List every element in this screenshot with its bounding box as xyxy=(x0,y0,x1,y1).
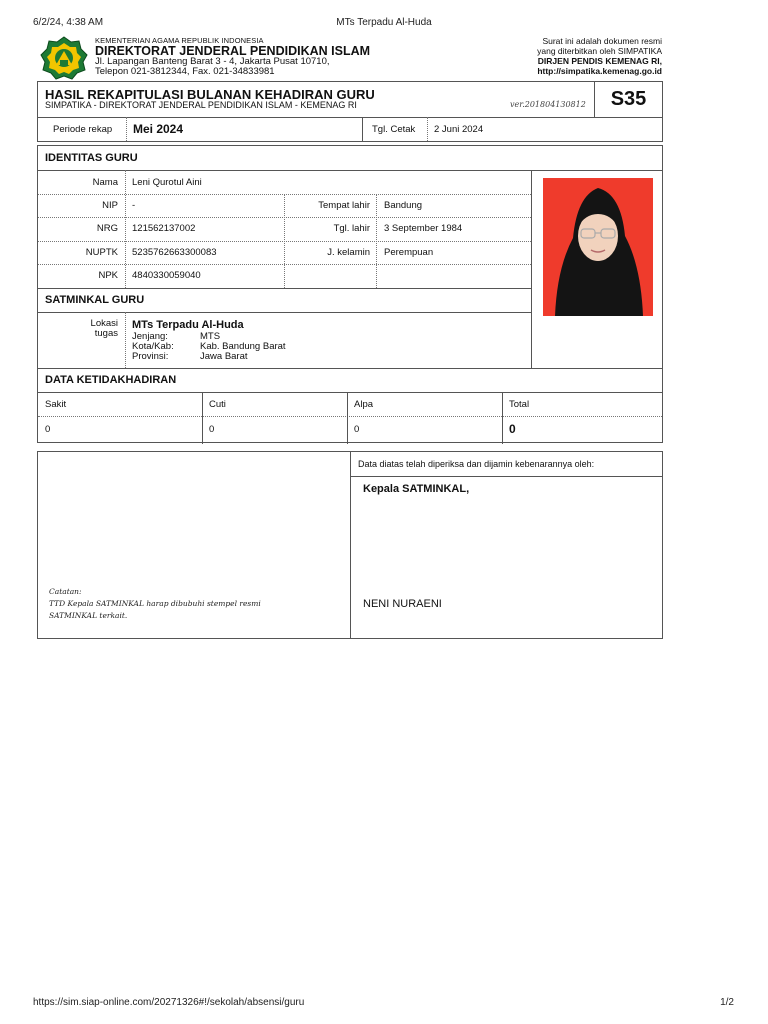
print-page-number: 1/2 xyxy=(720,997,734,1008)
report-version: ver.201804130812 xyxy=(510,100,586,109)
print-datetime: 6/2/24, 4:38 AM xyxy=(33,17,104,28)
jenis-kelamin-label: J. kelamin xyxy=(327,247,370,258)
report-subtitle: SIMPATIKA - DIREKTORAT JENDERAL PENDIDIKAN ISLAM - KEMENAG RI xyxy=(45,100,357,110)
sakit-value: 0 xyxy=(45,424,51,435)
catatan-note xyxy=(49,586,261,622)
verified-text: Data diatas telah diperiksa dan dijamin kebenarannya oleh: xyxy=(358,459,595,469)
kota-label: Kota/Kab: xyxy=(132,341,174,352)
periode-value: Mei 2024 xyxy=(133,122,184,136)
periode-label: Periode rekap xyxy=(53,123,113,135)
official-line-1: Surat ini adalah dokumen resmi xyxy=(542,36,662,46)
nrg-label: NRG xyxy=(96,223,118,234)
alpa-label: Alpa xyxy=(354,399,374,410)
lokasi-label-2: tugas xyxy=(94,328,118,339)
nuptk-label: NUPTK xyxy=(85,247,118,258)
identitas-heading: IDENTITAS GURU xyxy=(45,152,138,164)
satminkal-heading: SATMINKAL GURU xyxy=(45,294,145,306)
lokasi-label xyxy=(38,319,118,339)
tempat-lahir-value: Bandung xyxy=(384,200,423,211)
official-line-3: DIRJEN PENDIS KEMENAG RI, xyxy=(537,56,662,66)
tgl-lahir-label: Tgl. lahir xyxy=(333,223,370,234)
official-notice xyxy=(537,36,662,76)
print-url: https://sim.siap-online.com/20271326#!/sekolah/absensi/guru xyxy=(33,997,305,1008)
report-title-box xyxy=(37,81,663,118)
cuti-value: 0 xyxy=(209,424,215,435)
cetak-label: Tgl. Cetak xyxy=(372,123,416,135)
school-details xyxy=(132,332,286,362)
nip-value: - xyxy=(132,200,136,211)
nama-label: Nama xyxy=(92,177,118,188)
ministry-name: KEMENTERIAN AGAMA REPUBLIK INDONESIA xyxy=(95,36,264,45)
npk-label: NPK xyxy=(98,270,118,281)
kemenag-logo-icon xyxy=(40,36,88,80)
cetak-value: 2 Juni 2024 xyxy=(434,123,484,135)
nuptk-value: 5235762663300083 xyxy=(132,247,217,258)
official-line-2: yang diterbitkan oleh SIMPATIKA xyxy=(537,46,662,56)
report-title: HASIL REKAPITULASI BULANAN KEHADIRAN GURU xyxy=(45,87,375,102)
tgl-lahir-value: 3 September 1984 xyxy=(384,223,463,234)
signer-name: NENI NURAENI xyxy=(363,598,442,610)
catatan-label: Catatan: xyxy=(49,587,82,596)
npk-value: 4840330059040 xyxy=(132,270,201,281)
alpa-value: 0 xyxy=(354,424,360,435)
tempat-lahir-label: Tempat lahir xyxy=(318,200,370,211)
periode-row xyxy=(37,117,663,142)
signer-title: Kepala SATMINKAL, xyxy=(363,483,470,495)
catatan-line-2: SATMINKAL terkait. xyxy=(49,611,128,620)
nama-value: Leni Qurotul Aini xyxy=(132,177,202,188)
address-line: Jl. Lapangan Banteng Barat 3 - 4, Jakarta Pusat 10710, xyxy=(95,56,330,67)
nip-label: NIP xyxy=(102,200,118,211)
provinsi-label: Provinsi: xyxy=(132,351,169,362)
org-address xyxy=(95,57,330,77)
kota-value: Kab. Bandung Barat xyxy=(200,341,286,352)
pengesahan-box xyxy=(37,451,663,639)
jenjang-label: Jenjang: xyxy=(132,331,168,342)
nrg-value: 121562137002 xyxy=(132,223,196,234)
jenis-kelamin-value: Perempuan xyxy=(384,247,434,258)
total-value: 0 xyxy=(509,422,516,436)
identitas-box xyxy=(37,145,663,443)
lokasi-label-1: Lokasi xyxy=(90,318,118,329)
report-code: S35 xyxy=(594,82,662,117)
directorate-name: DIREKTORAT JENDERAL PENDIDIKAN ISLAM xyxy=(95,44,371,58)
school-name: MTs Terpadu Al-Huda xyxy=(132,319,244,331)
total-label: Total xyxy=(509,399,530,410)
jenjang-value: MTS xyxy=(200,331,221,342)
catatan-line-1: TTD Kepala SATMINKAL harap dibubuhi stempel resmi xyxy=(49,599,261,608)
sakit-label: Sakit xyxy=(45,399,67,410)
teacher-photo xyxy=(543,178,653,316)
cuti-label: Cuti xyxy=(209,399,226,410)
provinsi-value: Jawa Barat xyxy=(200,351,248,362)
ketidakhadiran-heading: DATA KETIDAKHADIRAN xyxy=(45,374,177,386)
official-line-4: http://simpatika.kemenag.go.id xyxy=(537,66,662,76)
print-page-title: MTs Terpadu Al-Huda xyxy=(336,17,432,28)
phone-line: Telepon 021-3812344, Fax. 021-34833981 xyxy=(95,66,275,77)
